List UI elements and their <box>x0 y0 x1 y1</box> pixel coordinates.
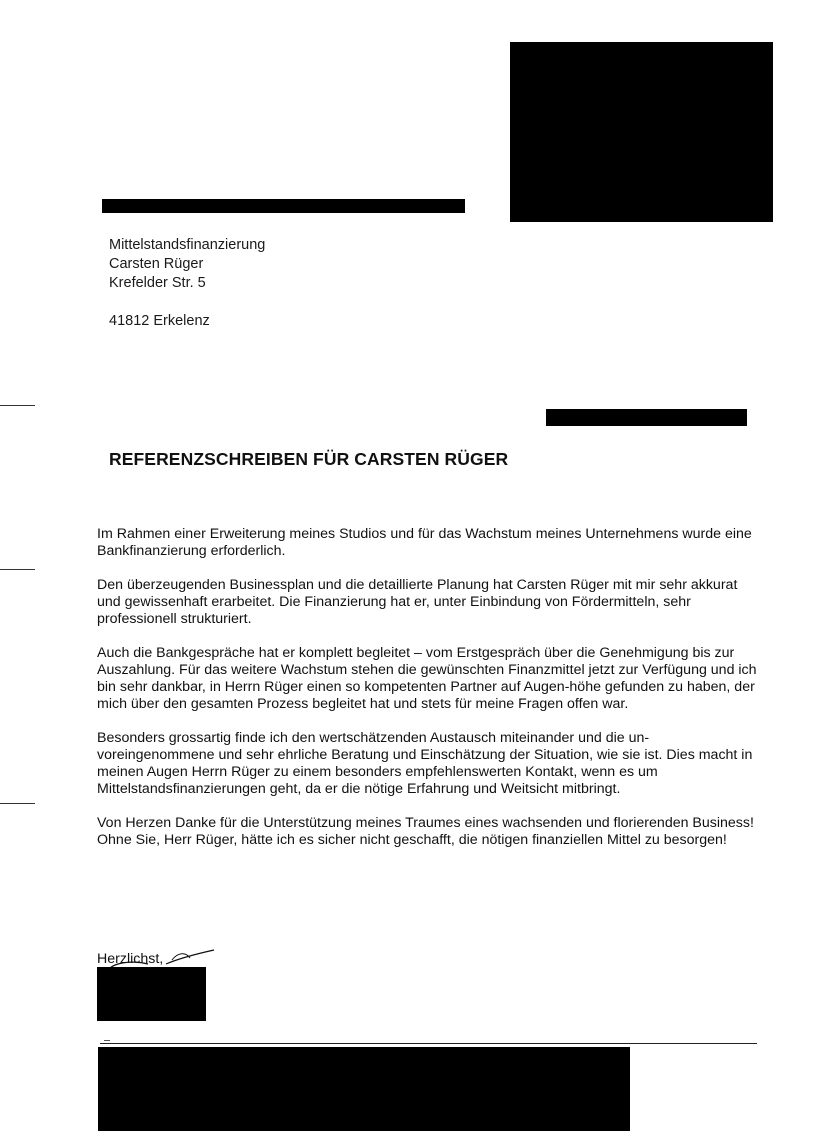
closing-salutation: Herzlichst, <box>97 951 164 967</box>
redacted-logo <box>510 42 773 222</box>
fold-mark <box>0 569 35 570</box>
letter-subject: REFERENZSCHREIBEN FÜR CARSTEN RÜGER <box>109 449 509 469</box>
body-paragraph: Im Rahmen einer Erweiterung meines Studios und für das Wachstum meines Unternehmens wurde eine Bankfinanzierung erforderlich. <box>97 526 752 559</box>
body-paragraph: Besonders grossartig finde ich den wertschätzenden Austausch miteinander und die un-voreingenommene und sehr ehrliche Beratung und Einschätzung der Situation, wie sie ist. Dies macht in meinen Augen Herrn Rüger zu einem besonders empfehlenswerten Kontakt, wenn es um Mittelstandsfinanzierungen geht, da er die nötige Erfahrung und Weitsicht mitbringt. <box>97 730 753 797</box>
redacted-date <box>546 409 747 426</box>
redacted-signature <box>97 967 206 1021</box>
recipient-company: Mittelstandsfinanzierung <box>109 237 266 253</box>
footer-tick <box>104 1040 110 1041</box>
redacted-sender-line <box>102 199 465 213</box>
body-paragraph: Den überzeugenden Businessplan und die detaillierte Planung hat Carsten Rüger mit mir sehr akkurat und gewissenhaft erarbeitet. Die Finanzierung hat er, unter Einbindung von Fördermitteln, sehr professionell strukturiert. <box>97 577 738 627</box>
body-paragraph: Auch die Bankgespräche hat er komplett begleitet – vom Erstgespräch über die Genehmigung bis zur Auszahlung. Für das weitere Wachstum stehen die gewünschten Finanzmittel jetzt zur Verfügung und ich bin sehr dankbar, in Herrn Rüger einen so kompetenten Partner auf Augen-höhe gefunden zu haben, der mich über den gesamten Prozess begleitet hat und stets für meine Fragen offen war. <box>97 645 757 712</box>
fold-mark <box>0 803 35 804</box>
footer-rule <box>100 1043 757 1044</box>
redacted-footer <box>98 1047 630 1131</box>
recipient-address <box>109 236 265 331</box>
letter-body <box>97 526 757 866</box>
recipient-street: Krefelder Str. 5 <box>109 275 206 291</box>
recipient-city: 41812 Erkelenz <box>109 313 210 329</box>
body-paragraph: Von Herzen Danke für die Unterstützung meines Traumes eines wachsenden und florierenden Business! Ohne Sie, Herr Rüger, hätte ich es sicher nicht geschafft, die nötigen finanziellen Mittel zu besorgen! <box>97 815 754 848</box>
fold-mark <box>0 405 35 406</box>
recipient-name: Carsten Rüger <box>109 256 204 272</box>
